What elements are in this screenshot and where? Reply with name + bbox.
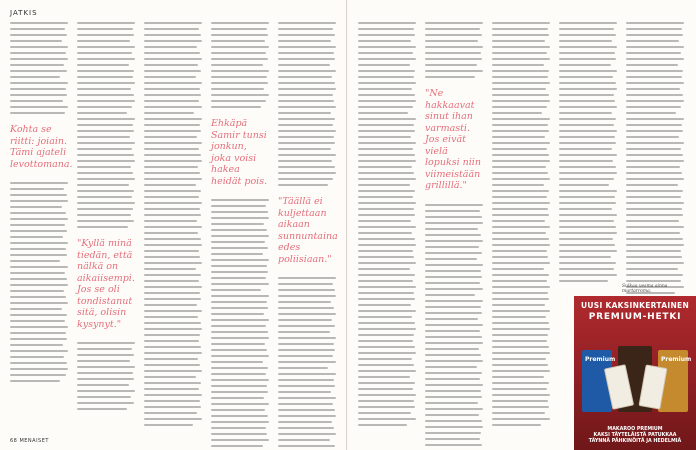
- ad-tagline-line-2: KAKSI TÄYTELÄISTÄ PATUKKAA: [593, 433, 677, 438]
- column-1: [10, 22, 73, 386]
- column-5: [278, 22, 336, 450]
- column-2: [77, 22, 135, 414]
- ad-tagline: [574, 427, 696, 445]
- section-label: JATKIS: [10, 9, 38, 17]
- column-6: [358, 22, 416, 430]
- column-9: [559, 22, 617, 286]
- column-7: [425, 22, 483, 450]
- ad-headline-line-2: PREMIUM-HETKI: [588, 312, 682, 322]
- ad-headline-line-1: UUSI KAKSINKERTAINEN: [580, 301, 690, 310]
- advertisement: [574, 296, 696, 450]
- article-caption: Sulkaa vesma ainna murtarroma.: [622, 284, 668, 294]
- pull-quote: "Ne hakkaavat sinut ihan varmasti. Jos eivät vielä lopuksi niin viimeistään grillillä.": [425, 88, 481, 191]
- column-8: [492, 22, 550, 430]
- column-10: [626, 22, 684, 298]
- product-box-label: Premium: [585, 356, 616, 363]
- ad-tagline-line-1: MAKAROO PREMIUM: [607, 427, 663, 432]
- ad-headline: [574, 296, 696, 338]
- left-page: [0, 0, 347, 450]
- pull-quote: Kohta se riitti: joiain. Tämi ajateli levottomana.: [10, 124, 73, 170]
- column-3: [144, 22, 202, 430]
- pull-quote: "Täällä ei kuljettaan aikaan sunnuntaina edes poliisiaan.": [278, 196, 338, 265]
- ad-tagline-line-3: TÄYNNÄ PÄHKINÖITÄ JA HEDELMIÄ: [588, 439, 682, 444]
- page-folio: 68 MENAISET: [10, 438, 49, 444]
- pull-quote: Ehkäpä Samir tunsi jonkun, joka voisi hakea heidät pois.: [211, 118, 268, 187]
- pull-quote: "Kyllä minä tiedän, että nälkä on aikaiisempi. Jos se oli tondistanut sitä, olisin kysynyt.": [77, 238, 135, 330]
- right-page: [349, 0, 696, 450]
- column-4: [211, 22, 269, 450]
- product-box-label: Premium: [661, 356, 692, 363]
